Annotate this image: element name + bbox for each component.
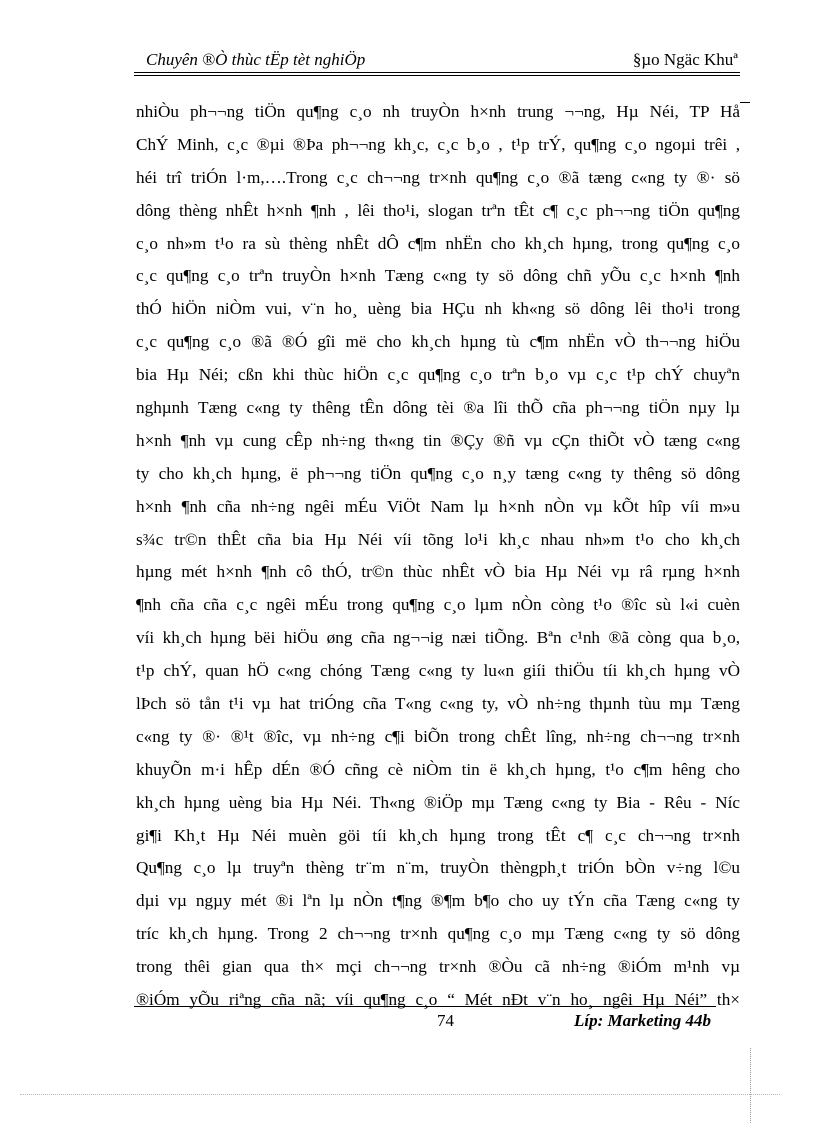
- footer-divider: [134, 1006, 716, 1007]
- text-line: Qu¶ng c¸o lµ truyªn thèng tr¨m n¨m, truyÒn thèngph¸t triÓn bÒn v÷ng l©u: [136, 858, 740, 878]
- text-line: ty cho kh¸ch hµng, ë ph¬¬ng tiÖn qu¶ng c¸o n¸y tæng c«ng ty thêng sö dông: [136, 463, 740, 483]
- text-line: hµng mét h×nh ¶nh cô thÓ, tr©n thùc nhÊt vÒ bia Hµ Néi vµ râ rµng h×nh: [136, 562, 740, 582]
- text-line: c¸c qu¶ng c¸o trªn truyÒn h×nh Tæng c«ng ty sö dông chñ yÕu c¸c h×nh ¶nh: [136, 266, 740, 286]
- header-divider: [134, 72, 740, 73]
- text-line: tríc kh¸ch hµng. Trong 2 ch¬¬ng tr×nh qu¶ng c¸o mµ Tæng c«ng ty sö dông: [136, 924, 740, 944]
- text-line: t¹p chÝ, quan hÖ c«ng chóng Tæng c«ng ty lu«n giíi thiÖu tíi kh¸ch hµng vÒ: [136, 661, 740, 681]
- text-line: nghµnh Tæng c«ng ty thêng tÊn dông tèi ®a lîi thÕ cña ph¬¬ng tiÖn nµy lµ: [136, 398, 740, 418]
- header-divider-secondary: [134, 75, 740, 76]
- text-line: trong thêi gian qua th× mçi ch¬¬ng tr×nh ®Òu cã nh÷ng ®iÓm m¹nh vµ: [136, 957, 740, 977]
- text-line: h×nh ¶nh cña nh÷ng ngêi mÉu ViÖt Nam lµ h×nh nÒn vµ kÕt hîp víi m»u: [136, 496, 740, 516]
- text-line: kh¸ch hµng uèng bia Hµ Néi. Th«ng ®iÖp mµ Tæng c«ng ty Bia - Rêu - Níc: [136, 792, 740, 812]
- text-line: víi kh¸ch hµng bëi hiÖu øng cña ng¬¬ig næi tiÕng. Bªn c¹nh ®ã còng qua b¸o,: [136, 628, 740, 648]
- text-line: lÞch sö tån t¹i vµ hat triÓng cña T«ng c«ng ty, vÒ nh÷ng thµnh tùu mµ Tæng: [136, 694, 740, 714]
- text-line: dông thèng nhÊt h×nh ¶nh , lêi tho¹i, slogan trªn tÊt c¶ c¸c ph¬¬ng tiÖn qu¶ng: [136, 200, 740, 220]
- text-line: c¸c qu¶ng c¸o ®ã ®Ó gîi më cho kh¸ch hµng tù c¶m nhËn vÒ th¬¬ng hiÖu: [136, 332, 740, 352]
- text-line: c«ng ty ®· ®¹t ®îc, vµ nh÷ng c¶i biÕn trong chÊt lîng, nh÷ng ch¬¬ng tr×nh: [136, 726, 740, 746]
- text-line: héi trî triÓn l·m,….Trong c¸c ch¬¬ng tr×nh qu¶ng c¸o ®ã tæng c«ng ty ®· sö: [136, 167, 740, 187]
- text-line: khuyÕn m·i hÊp dÉn ®Ó cñng cè niÒm tin ë kh¸ch hµng, t¹o c¶m hêng cho: [136, 759, 740, 779]
- text-line: ®iÓm yÕu riªng cña nã; víi qu¶ng c¸o “ Mét nÐt v¨n ho¸ ngêi Hµ Néi” th×: [136, 990, 740, 1010]
- page-edge-mark: [750, 1048, 751, 1123]
- corner-mark: [740, 102, 750, 103]
- text-line: bia Hµ Néi; cßn khi thùc hiÖn c¸c qu¶ng c¸o trªn b¸o vµ c¸c t¹p chÝ chuyªn: [136, 365, 740, 385]
- header-author: §µo Ngäc Khuª: [632, 50, 738, 69]
- text-line: h×nh ¶nh vµ cung cÊp nh÷ng th«ng tin ®Çy ®ñ vµ cÇn thiÕt vÒ tæng c«ng: [136, 430, 740, 450]
- body-paragraph: [136, 96, 740, 1017]
- page-bottom-edge: [20, 1094, 780, 1095]
- text-line: thÓ hiÖn niÒm vui, v¨n ho¸ uèng bia HÇu nh kh«ng sö dông lêi tho¹i trong: [136, 299, 740, 319]
- text-line: s¾c tr©n thÊt cña bia Hµ Néi víi tõng lo¹i kh¸c nhau nh»m t¹o cho kh¸ch: [136, 529, 740, 549]
- text-line: ¶nh cña cña c¸c ngêi mÉu trong qu¶ng c¸o lµm nÒn còng t¹o ®îc sù l«i cuèn: [136, 595, 740, 615]
- text-line: c¸o nh»m t¹o ra sù thèng nhÊt dÔ c¶m nhËn cho kh¸ch hµng, trong qu¶ng c¸o: [136, 233, 740, 253]
- text-line: dµi vµ ngµy mét ®i lªn lµ nÒn t¶ng ®¶m b¶o cho uy tÝn cña Tæng c«ng ty: [136, 891, 740, 911]
- text-line: gi¶i Kh¸t Hµ Néi muèn göi tíi kh¸ch hµng trong tÊt c¶ c¸c ch¬¬ng tr×nh: [136, 825, 740, 845]
- header-title: Chuyên ®Ò thùc tËp tèt nghiÖp: [146, 50, 366, 69]
- footer-class-label: Líp: Marketing 44b: [574, 1011, 711, 1030]
- text-line: nhiÒu ph¬¬ng tiÖn qu¶ng c¸o nh truyÒn h×nh trung ¬¬ng, Hµ Néi, TP Hå: [136, 102, 740, 121]
- text-line: ChÝ Minh, c¸c ®µi ®Þa ph¬¬ng kh¸c, c¸c b¸o , t¹p trÝ, qu¶ng c¸o ngoµi trêi ,: [136, 134, 740, 154]
- page-number: 74: [437, 1011, 454, 1030]
